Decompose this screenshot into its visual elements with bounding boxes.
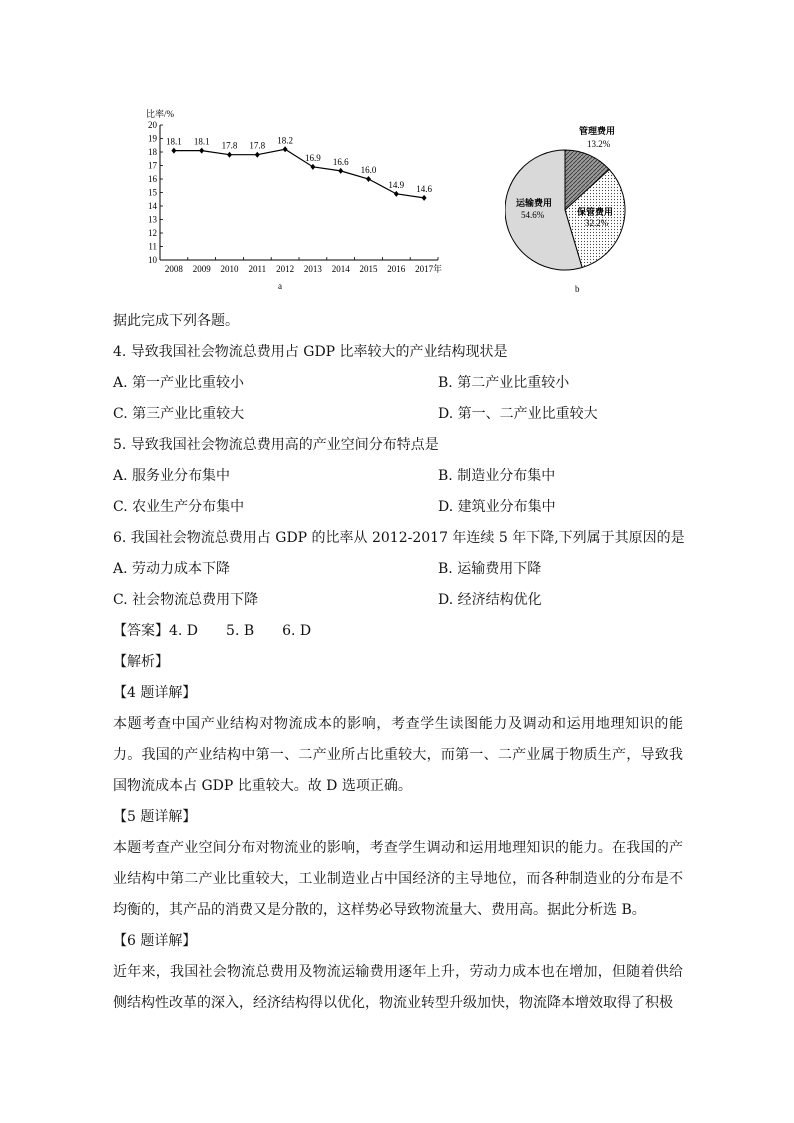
y-tick-label: 19 xyxy=(148,133,157,144)
q5-detail-text: 本题考查产业空间分布对物流业的影响，考查学生调动和运用地理知识的能力。在我国的产业结构中第二产业比重较大，工业制造业占中国经济的主导地位，而各种制造业的分布是不均衡的，其产品的消费又是分散的，这样势必导致物流量大、费用高。据此分析选 B。 xyxy=(113,840,683,918)
data-label: 14.9 xyxy=(388,179,405,190)
data-point xyxy=(366,176,371,182)
y-tick-label: 16 xyxy=(148,174,157,184)
data-label: 16.6 xyxy=(332,156,349,167)
data-point xyxy=(283,146,288,152)
x-tick-label: 2015 xyxy=(359,264,378,274)
q6-option-c: C. 社会物流总费用下降 xyxy=(113,592,259,608)
data-label: 18.1 xyxy=(193,136,210,147)
label-transport-name: 运输费用 xyxy=(516,199,553,209)
q5-option-d: D. 建筑业分布集中 xyxy=(438,499,556,515)
data-point xyxy=(422,195,427,201)
q5-options-row-2 xyxy=(113,492,683,523)
q4-options-row-2 xyxy=(113,399,683,430)
data-label: 16.9 xyxy=(305,152,321,163)
y-axis-label: 比率/% xyxy=(146,109,174,119)
data-point xyxy=(171,148,176,154)
data-point xyxy=(227,152,232,158)
data-label: 16.0 xyxy=(360,165,377,175)
pie-chart-cost-composition xyxy=(505,120,645,295)
y-tick-label: 20 xyxy=(148,120,157,130)
x-tick-label: 2008 xyxy=(164,264,183,274)
label-mgmt-value: 13.2% xyxy=(587,139,611,149)
q6-option-a: A. 劳动力成本下降 xyxy=(113,561,231,577)
series-line xyxy=(174,149,424,198)
answer-line: 【答案】4. D 5. B 6. D xyxy=(113,623,312,639)
x-tick-label: 2016 xyxy=(387,264,406,274)
data-point xyxy=(310,164,315,170)
x-tick-label: 2009 xyxy=(192,264,211,274)
data-point xyxy=(338,168,343,174)
q6-options-row-2 xyxy=(113,585,683,616)
q6-option-b: B. 运输费用下降 xyxy=(438,561,542,577)
data-point xyxy=(255,152,260,158)
intro-text: 据此完成下列各题。 xyxy=(113,313,239,329)
x-tick-label: 2012 xyxy=(276,264,295,274)
q4-detail-text: 本题考查中国产业结构对物流成本的影响，考查学生读图能力及调动和运用地理知识的能力。我国的产业结构中第一、二产业所占比重较大，而第一、二产业属于物质生产，导致我国物流成本占 GDP 比重较大。故 D 选项正确。 xyxy=(113,716,683,794)
label-transport-value: 54.6% xyxy=(521,210,545,220)
data-label: 18.2 xyxy=(277,135,293,146)
q4-options-row-1 xyxy=(113,368,683,399)
y-tick-label: 18 xyxy=(148,147,157,157)
x-tick-label: 2010 xyxy=(220,264,239,274)
q6-option-d: D. 经济结构优化 xyxy=(438,592,542,608)
label-mgmt-name: 管理费用 xyxy=(579,127,616,137)
q4-option-d: D. 第一、二产业比重较大 xyxy=(438,406,598,422)
q6-detail-heading: 【6 题详解】 xyxy=(113,933,197,949)
x-tick-label: 2011 xyxy=(248,264,267,274)
data-point xyxy=(394,191,399,197)
q4-option-c: C. 第三产业比重较大 xyxy=(113,406,245,422)
q4-option-b: B. 第二产业比重较小 xyxy=(438,375,570,391)
q6-stem: 6. 我国社会物流总费用占 GDP 的比率从 2012-2017 年连续 5 年下降,下列属于其原因的是 xyxy=(113,530,685,546)
data-label: 17.8 xyxy=(249,140,266,151)
q4-stem: 4. 导致我国社会物流总费用占 GDP 比率较大的产业结构现状是 xyxy=(113,344,508,360)
q5-option-c: C. 农业生产分布集中 xyxy=(113,499,245,515)
y-tick-label: 10 xyxy=(148,255,157,265)
q5-options-row-1 xyxy=(113,461,683,492)
label-storage-name: 保管费用 xyxy=(577,208,614,218)
x-tick-label: 2017 xyxy=(415,264,434,274)
figure-b-caption: b xyxy=(575,284,580,294)
q6-detail-text: 近年来，我国社会物流总费用及物流运输费用逐年上升，劳动力成本也在增加，但随着供给侧结构性改革的深入，经济结构得以优化，物流业转型升级加快，物流降本增效取得了积极 xyxy=(113,964,683,1011)
figure-a-caption: a xyxy=(278,281,282,291)
data-label: 17.8 xyxy=(221,140,238,151)
x-axis-unit: 年 xyxy=(433,264,443,274)
y-tick-label: 11 xyxy=(148,241,157,252)
q5-option-a: A. 服务业分布集中 xyxy=(113,468,231,484)
q5-detail-heading: 【5 题详解】 xyxy=(113,809,197,825)
label-storage-value: 32.2% xyxy=(585,218,609,228)
data-point xyxy=(199,148,204,154)
q4-detail-heading: 【4 题详解】 xyxy=(113,685,197,701)
q5-stem: 5. 导致我国社会物流总费用高的产业空间分布特点是 xyxy=(113,437,439,453)
data-label: 18.1 xyxy=(166,136,182,147)
y-tick-label: 14 xyxy=(148,201,157,211)
line-chart-logistics-cost-ratio xyxy=(140,105,450,295)
y-tick-label: 13 xyxy=(148,214,157,225)
q4-option-a: A. 第一产业比重较小 xyxy=(113,375,245,391)
document-body xyxy=(113,306,683,1019)
y-tick-label: 12 xyxy=(148,228,157,238)
analysis-heading: 【解析】 xyxy=(113,654,169,670)
y-tick-label: 15 xyxy=(148,187,157,198)
q6-options-row-1 xyxy=(113,554,683,585)
data-label: 14.6 xyxy=(416,183,432,194)
x-tick-label: 2013 xyxy=(303,264,322,274)
y-tick-label: 17 xyxy=(148,160,157,171)
q5-option-b: B. 制造业分布集中 xyxy=(438,468,556,484)
x-tick-label: 2014 xyxy=(331,264,350,274)
